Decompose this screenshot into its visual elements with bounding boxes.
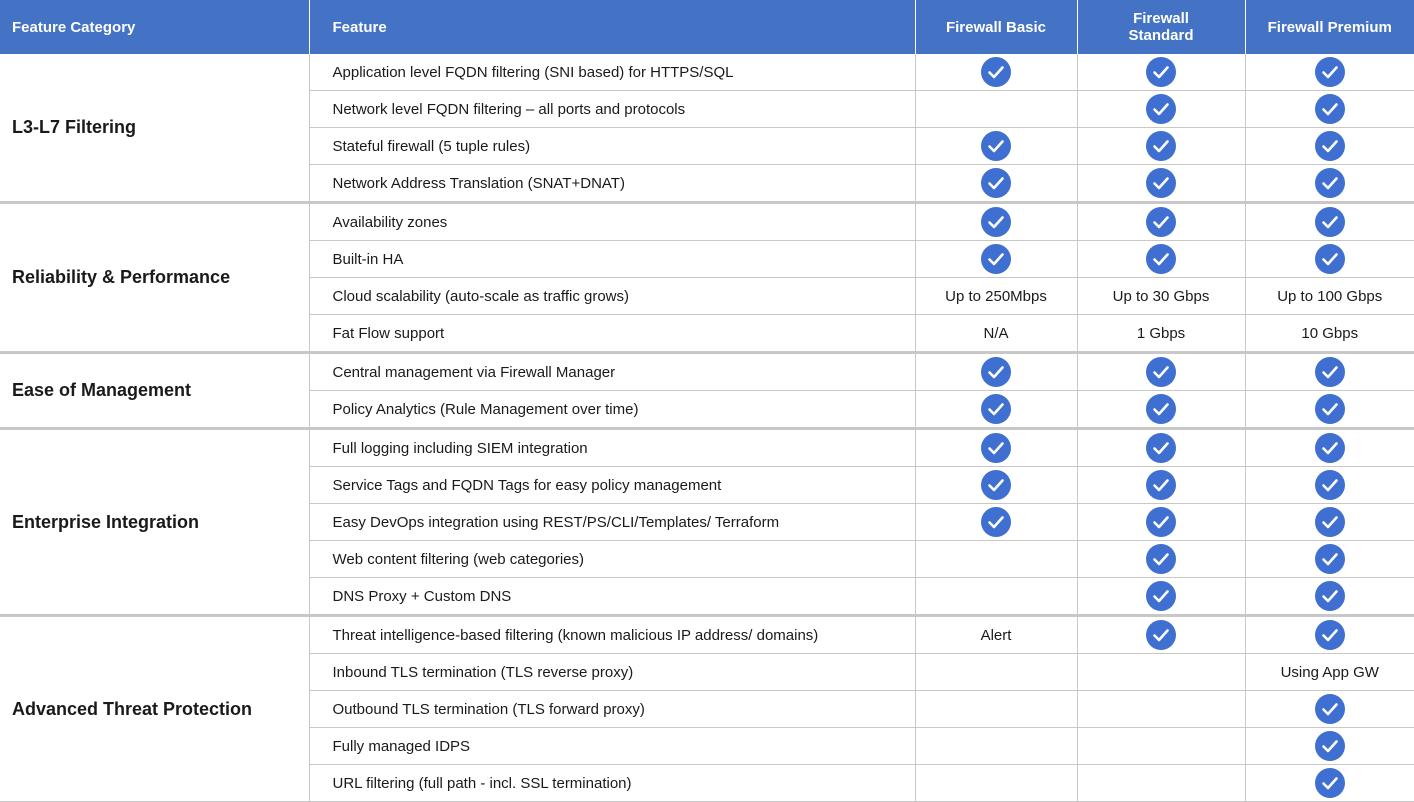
checkmark-icon bbox=[1146, 57, 1176, 87]
header-feature-category: Feature Category bbox=[0, 0, 309, 54]
cell-basic bbox=[915, 578, 1077, 616]
cell-standard bbox=[1077, 391, 1245, 429]
cell-premium bbox=[1245, 616, 1414, 654]
checkmark-icon bbox=[1315, 207, 1345, 237]
header-firewall-premium: Firewall Premium bbox=[1245, 0, 1414, 54]
checkmark-icon bbox=[981, 470, 1011, 500]
checkmark-icon bbox=[1146, 544, 1176, 574]
feature-name: Central management via Firewall Manager bbox=[309, 353, 915, 391]
cell-premium bbox=[1245, 241, 1414, 278]
cell-premium bbox=[1245, 541, 1414, 578]
cell-standard bbox=[1077, 616, 1245, 654]
header-firewall-standard-label: Firewall Standard bbox=[1128, 10, 1194, 44]
cell-standard bbox=[1077, 91, 1245, 128]
feature-name: URL filtering (full path - incl. SSL termination) bbox=[309, 765, 915, 802]
cell-basic bbox=[915, 353, 1077, 391]
checkmark-icon bbox=[1315, 168, 1345, 198]
cell-basic bbox=[915, 616, 1077, 654]
feature-name: Built-in HA bbox=[309, 241, 915, 278]
feature-name: Easy DevOps integration using REST/PS/CLI/Templates/ Terraform bbox=[309, 504, 915, 541]
checkmark-icon bbox=[981, 131, 1011, 161]
cell-premium bbox=[1245, 504, 1414, 541]
category-enterprise-integration: Enterprise Integration bbox=[0, 429, 309, 616]
header-row bbox=[0, 0, 1414, 54]
feature-name: DNS Proxy + Custom DNS bbox=[309, 578, 915, 616]
checkmark-icon bbox=[981, 357, 1011, 387]
feature-name: Fat Flow support bbox=[309, 315, 915, 353]
cell-basic bbox=[915, 241, 1077, 278]
feature-name: Inbound TLS termination (TLS reverse proxy) bbox=[309, 654, 915, 691]
cell-standard bbox=[1077, 467, 1245, 504]
checkmark-icon bbox=[1146, 470, 1176, 500]
checkmark-icon bbox=[1146, 94, 1176, 124]
checkmark-icon bbox=[1315, 433, 1345, 463]
checkmark-icon bbox=[1315, 57, 1345, 87]
table-row bbox=[0, 616, 1414, 654]
header-firewall-standard bbox=[1077, 0, 1245, 54]
checkmark-icon bbox=[1315, 244, 1345, 274]
cell-standard bbox=[1077, 278, 1245, 315]
checkmark-icon bbox=[1146, 620, 1176, 650]
cell-standard bbox=[1077, 128, 1245, 165]
category-ease-of-management: Ease of Management bbox=[0, 353, 309, 429]
cell-standard bbox=[1077, 504, 1245, 541]
cell-basic bbox=[915, 728, 1077, 765]
cell-premium bbox=[1245, 467, 1414, 504]
checkmark-icon bbox=[981, 168, 1011, 198]
cell-basic bbox=[915, 541, 1077, 578]
category-advanced-threat-protection: Advanced Threat Protection bbox=[0, 616, 309, 802]
table-row bbox=[0, 54, 1414, 91]
cell-value: 10 Gbps bbox=[1301, 324, 1359, 342]
checkmark-icon bbox=[1315, 620, 1345, 650]
cell-basic bbox=[915, 765, 1077, 802]
feature-name: Fully managed IDPS bbox=[309, 728, 915, 765]
feature-name: Availability zones bbox=[309, 203, 915, 241]
cell-value: 1 Gbps bbox=[1136, 324, 1186, 342]
cell-premium bbox=[1245, 391, 1414, 429]
cell-premium bbox=[1245, 654, 1414, 691]
cell-standard bbox=[1077, 54, 1245, 91]
feature-name: Stateful firewall (5 tuple rules) bbox=[309, 128, 915, 165]
cell-basic bbox=[915, 315, 1077, 353]
checkmark-icon bbox=[981, 433, 1011, 463]
cell-basic bbox=[915, 278, 1077, 315]
cell-standard bbox=[1077, 315, 1245, 353]
header-feature: Feature bbox=[309, 0, 915, 54]
cell-standard bbox=[1077, 691, 1245, 728]
category-l3-l7-filtering: L3-L7 Filtering bbox=[0, 54, 309, 203]
header-firewall-basic: Firewall Basic bbox=[915, 0, 1077, 54]
cell-basic bbox=[915, 203, 1077, 241]
checkmark-icon bbox=[1146, 394, 1176, 424]
feature-name: Outbound TLS termination (TLS forward proxy) bbox=[309, 691, 915, 728]
category-reliability-and-performance: Reliability & Performance bbox=[0, 203, 309, 353]
cell-standard bbox=[1077, 541, 1245, 578]
checkmark-icon bbox=[1315, 731, 1345, 761]
checkmark-icon bbox=[1146, 207, 1176, 237]
cell-premium bbox=[1245, 691, 1414, 728]
checkmark-icon bbox=[1146, 433, 1176, 463]
cell-standard bbox=[1077, 353, 1245, 391]
cell-basic bbox=[915, 467, 1077, 504]
cell-value: N/A bbox=[983, 324, 1009, 342]
feature-name: Web content filtering (web categories) bbox=[309, 541, 915, 578]
cell-standard bbox=[1077, 165, 1245, 203]
feature-name: Network level FQDN filtering – all ports and protocols bbox=[309, 91, 915, 128]
checkmark-icon bbox=[1146, 507, 1176, 537]
cell-basic bbox=[915, 391, 1077, 429]
checkmark-icon bbox=[981, 244, 1011, 274]
feature-name: Service Tags and FQDN Tags for easy policy management bbox=[309, 467, 915, 504]
table-row bbox=[0, 203, 1414, 241]
checkmark-icon bbox=[1315, 581, 1345, 611]
cell-premium bbox=[1245, 278, 1414, 315]
checkmark-icon bbox=[981, 394, 1011, 424]
checkmark-icon bbox=[1315, 470, 1345, 500]
checkmark-icon bbox=[981, 57, 1011, 87]
cell-standard bbox=[1077, 203, 1245, 241]
checkmark-icon bbox=[981, 207, 1011, 237]
cell-basic bbox=[915, 429, 1077, 467]
feature-name: Policy Analytics (Rule Management over time) bbox=[309, 391, 915, 429]
cell-standard bbox=[1077, 654, 1245, 691]
checkmark-icon bbox=[1315, 768, 1345, 798]
cell-standard bbox=[1077, 241, 1245, 278]
cell-value: Up to 250Mbps bbox=[945, 287, 1047, 305]
cell-premium bbox=[1245, 578, 1414, 616]
cell-value: Up to 30 Gbps bbox=[1112, 287, 1210, 305]
checkmark-icon bbox=[1315, 131, 1345, 161]
checkmark-icon bbox=[1146, 581, 1176, 611]
cell-value: Up to 100 Gbps bbox=[1277, 287, 1383, 305]
cell-value: Alert bbox=[980, 626, 1012, 644]
checkmark-icon bbox=[1315, 694, 1345, 724]
feature-name: Cloud scalability (auto-scale as traffic grows) bbox=[309, 278, 915, 315]
cell-value: Using App GW bbox=[1280, 663, 1379, 681]
cell-standard bbox=[1077, 429, 1245, 467]
checkmark-icon bbox=[1146, 168, 1176, 198]
cell-basic bbox=[915, 128, 1077, 165]
cell-basic bbox=[915, 165, 1077, 203]
feature-name: Application level FQDN filtering (SNI based) for HTTPS/SQL bbox=[309, 54, 915, 91]
cell-premium bbox=[1245, 429, 1414, 467]
checkmark-icon bbox=[1146, 357, 1176, 387]
cell-basic bbox=[915, 504, 1077, 541]
table-row bbox=[0, 353, 1414, 391]
checkmark-icon bbox=[981, 507, 1011, 537]
checkmark-icon bbox=[1315, 507, 1345, 537]
cell-premium bbox=[1245, 728, 1414, 765]
cell-basic bbox=[915, 691, 1077, 728]
checkmark-icon bbox=[1146, 131, 1176, 161]
cell-basic bbox=[915, 91, 1077, 128]
cell-standard bbox=[1077, 728, 1245, 765]
cell-standard bbox=[1077, 578, 1245, 616]
cell-premium bbox=[1245, 54, 1414, 91]
cell-basic bbox=[915, 654, 1077, 691]
cell-premium bbox=[1245, 765, 1414, 802]
feature-name: Full logging including SIEM integration bbox=[309, 429, 915, 467]
table-row bbox=[0, 429, 1414, 467]
cell-premium bbox=[1245, 91, 1414, 128]
checkmark-icon bbox=[1315, 394, 1345, 424]
checkmark-icon bbox=[1315, 94, 1345, 124]
cell-premium bbox=[1245, 203, 1414, 241]
cell-premium bbox=[1245, 128, 1414, 165]
cell-premium bbox=[1245, 353, 1414, 391]
cell-premium bbox=[1245, 315, 1414, 353]
checkmark-icon bbox=[1315, 544, 1345, 574]
cell-basic bbox=[915, 54, 1077, 91]
checkmark-icon bbox=[1315, 357, 1345, 387]
checkmark-icon bbox=[1146, 244, 1176, 274]
feature-name: Network Address Translation (SNAT+DNAT) bbox=[309, 165, 915, 203]
cell-premium bbox=[1245, 165, 1414, 203]
cell-standard bbox=[1077, 765, 1245, 802]
feature-name: Threat intelligence-based filtering (known malicious IP address/ domains) bbox=[309, 616, 915, 654]
